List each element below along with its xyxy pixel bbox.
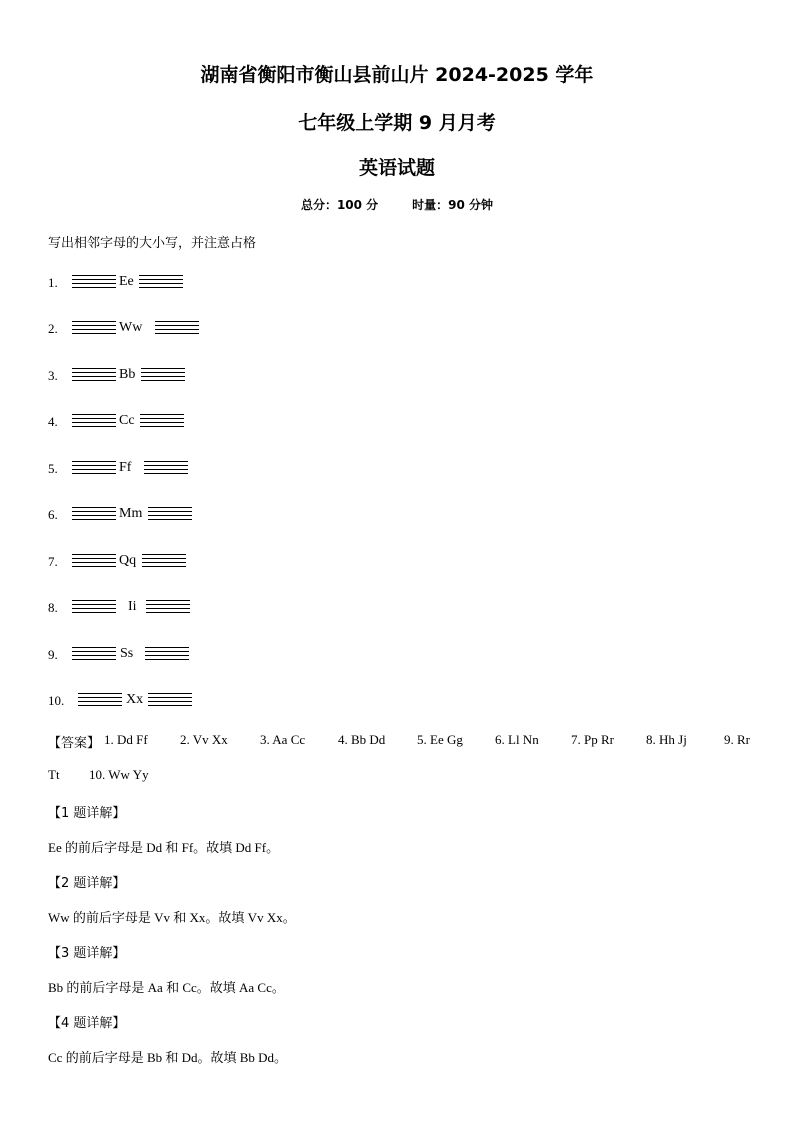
- answer-row-continued: [48, 767, 768, 785]
- writing-lines-blank[interactable]: [148, 507, 192, 521]
- writing-lines-blank[interactable]: [142, 554, 186, 568]
- writing-lines-blank[interactable]: [148, 693, 192, 707]
- writing-lines-blank[interactable]: [140, 414, 184, 428]
- question-letter: Ss: [120, 646, 134, 661]
- writing-lines-blank[interactable]: [72, 507, 116, 521]
- explanation-text: Bb 的前后字母是 Aa 和 Cc。故填 Aa Cc。: [48, 980, 285, 995]
- question-item: [48, 691, 348, 711]
- question-number: 3.: [48, 368, 58, 383]
- question-number: 4.: [48, 414, 58, 429]
- exam-title-line2: 七年级上学期 9 月月考: [298, 112, 496, 134]
- writing-lines-blank[interactable]: [78, 693, 122, 707]
- question-item: [48, 645, 348, 665]
- explanation-heading: 【4 题详解】: [48, 1016, 126, 1031]
- explanation-heading: 【2 题详解】: [48, 876, 126, 891]
- question-item: [48, 505, 348, 525]
- writing-lines-blank[interactable]: [72, 600, 116, 614]
- question-item: [48, 552, 348, 572]
- question-number: 2.: [48, 321, 58, 336]
- writing-lines-blank[interactable]: [72, 368, 116, 382]
- explanation-text: Cc 的前后字母是 Bb 和 Dd。故填 Bb Dd。: [48, 1050, 288, 1065]
- question-letter: Mm: [119, 506, 143, 521]
- writing-lines-blank[interactable]: [145, 647, 189, 661]
- question-letter: Cc: [119, 413, 135, 428]
- writing-lines-blank[interactable]: [72, 647, 116, 661]
- question-number: 7.: [48, 554, 58, 569]
- writing-lines-blank[interactable]: [146, 600, 190, 614]
- time-limit: 时量：90 分钟: [412, 198, 494, 212]
- question-number: 1.: [48, 275, 58, 290]
- question-number: 10.: [48, 693, 65, 708]
- question-number: 5.: [48, 461, 58, 476]
- instruction: 写出相邻字母的大小写，并注意占格: [48, 236, 257, 251]
- writing-lines-blank[interactable]: [139, 275, 183, 289]
- writing-lines-blank[interactable]: [155, 321, 199, 335]
- answer-item: 6. Ll Nn: [495, 732, 539, 747]
- question-letter: Ff: [119, 460, 132, 475]
- question-item: [48, 273, 348, 293]
- answer-row: [48, 732, 768, 750]
- total-score: 总分：100 分: [300, 198, 379, 212]
- question-item: [48, 412, 348, 432]
- question-number: 6.: [48, 507, 58, 522]
- question-item: [48, 366, 348, 386]
- answer-item: 10. Ww Yy: [89, 767, 149, 782]
- writing-lines-blank[interactable]: [72, 321, 116, 335]
- question-letter: Ww: [119, 320, 143, 335]
- answer-item: 3. Aa Cc: [260, 732, 306, 747]
- question-letter: Qq: [119, 553, 137, 568]
- writing-lines-blank[interactable]: [72, 554, 116, 568]
- explanation-text: Ee 的前后字母是 Dd 和 Ff。故填 Dd Ff。: [48, 840, 280, 855]
- answer-item: 8. Hh Jj: [646, 732, 687, 747]
- answer-item: Tt: [48, 767, 60, 782]
- writing-lines-blank[interactable]: [72, 461, 116, 475]
- question-letter: Xx: [126, 692, 144, 707]
- writing-lines-blank[interactable]: [141, 368, 185, 382]
- question-letter: Ee: [119, 274, 134, 289]
- answer-label: 【答案】: [48, 736, 101, 751]
- exam-title-line1: 湖南省衡阳市衡山县前山片 2024-2025 学年: [200, 64, 594, 86]
- writing-lines-blank[interactable]: [72, 414, 116, 428]
- writing-lines-blank[interactable]: [144, 461, 188, 475]
- answer-item: 5. Ee Gg: [417, 732, 463, 747]
- explanation-heading: 【3 题详解】: [48, 946, 126, 961]
- question-letter: Ii: [128, 599, 137, 614]
- explanation-heading: 【1 题详解】: [48, 806, 126, 821]
- question-letter: Bb: [119, 367, 136, 382]
- question-number: 9.: [48, 647, 58, 662]
- question-item: [48, 598, 348, 618]
- answer-item: 7. Pp Rr: [571, 732, 614, 747]
- question-item: [48, 319, 348, 339]
- explanation-text: Ww 的前后字母是 Vv 和 Xx。故填 Vv Xx。: [48, 910, 296, 925]
- answer-item: 2. Vv Xx: [180, 732, 228, 747]
- exam-title-line3: 英语试题: [358, 157, 435, 179]
- question-item: [48, 459, 348, 479]
- answer-item: 9. Rr: [724, 732, 750, 747]
- answer-item: 1. Dd Ff: [104, 732, 148, 747]
- question-number: 8.: [48, 600, 58, 615]
- answer-item: 4. Bb Dd: [338, 732, 386, 747]
- exam-meta: [0, 196, 794, 213]
- writing-lines-blank[interactable]: [72, 275, 116, 289]
